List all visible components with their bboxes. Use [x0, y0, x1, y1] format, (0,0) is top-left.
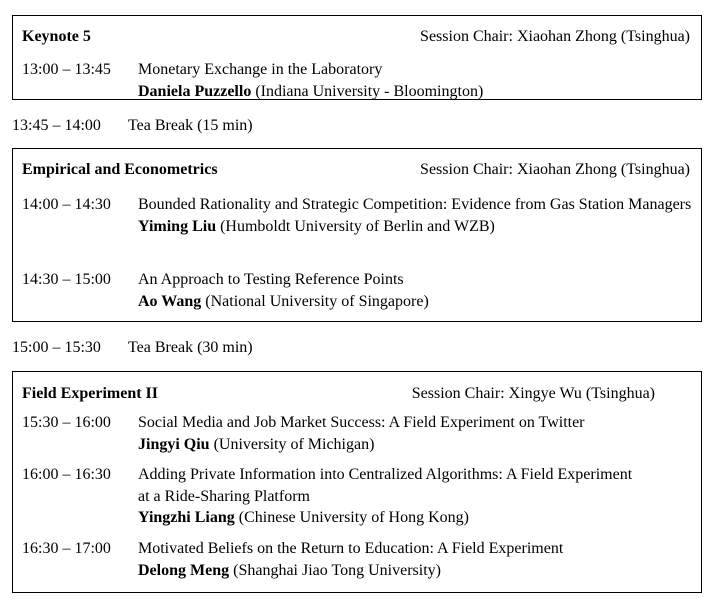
talk-details: [138, 194, 695, 237]
talk-title: Social Media and Job Market Success: A Field Experiment on Twitter: [138, 414, 585, 431]
session-header: [22, 27, 692, 47]
talk-title: Monetary Exchange in the Laboratory: [138, 61, 383, 78]
talk-speaker-line: [138, 507, 641, 529]
talk-details: [138, 464, 641, 529]
speaker-name: Delong Meng: [138, 561, 230, 579]
speaker-name: Ao Wang: [138, 292, 202, 310]
talk-title: Adding Private Information into Centralized Algorithms: A Field Experiment at a Ride-Sharing Platform: [138, 466, 633, 505]
talk-time: 14:30 – 15:00: [22, 271, 111, 288]
talk-details: [138, 59, 695, 102]
talk-time: 15:30 – 16:00: [22, 414, 111, 431]
tea-break: [12, 116, 253, 136]
talk-time: 16:30 – 17:00: [22, 540, 111, 557]
session-chair: Session Chair: Xingye Wu (Tsinghua): [411, 385, 655, 402]
talk-speaker-line: [138, 81, 695, 103]
speaker-name: Yiming Liu: [138, 217, 217, 235]
talk-time: 13:00 – 13:45: [22, 61, 111, 78]
session-keynote-5: [12, 15, 702, 100]
talk-speaker-line: [138, 434, 695, 456]
session-chair: Session Chair: Xiaohan Zhong (Tsinghua): [420, 161, 690, 178]
break-time: 15:00 – 15:30: [12, 339, 101, 356]
speaker-affiliation: (Shanghai Jiao Tong University): [233, 561, 441, 579]
tea-break: [12, 338, 253, 358]
speaker-name: Daniela Puzzello: [138, 82, 252, 100]
session-header: [22, 384, 692, 404]
talk-details: [138, 538, 695, 581]
talk-title: Motivated Beliefs on the Return to Education: A Field Experiment: [138, 540, 564, 557]
speaker-affiliation: (Chinese University of Hong Kong): [238, 509, 469, 526]
speaker-affiliation: (Indiana University - Bloomington): [255, 82, 484, 100]
session-empirical-and-econometrics: [12, 148, 702, 322]
session-header: [22, 160, 692, 180]
talk-title: Bounded Rationality and Strategic Competition: Evidence from Gas Station Managers: [138, 196, 692, 213]
session-field-experiment-ii: [12, 371, 702, 593]
speaker-affiliation: (Humboldt University of Berlin and WZB): [220, 217, 495, 235]
speaker-affiliation: (University of Michigan): [213, 435, 375, 453]
break-label: Tea Break (15 min): [128, 117, 253, 134]
session-chair: Session Chair: Xiaohan Zhong (Tsinghua): [420, 28, 690, 45]
session-title: Field Experiment II: [22, 385, 158, 402]
talk-time: 14:00 – 14:30: [22, 196, 111, 213]
talk-speaker-line: [138, 291, 695, 313]
talk-speaker-line: [138, 216, 695, 238]
break-label: Tea Break (30 min): [128, 339, 253, 356]
talk-speaker-line: [138, 560, 695, 582]
talk-details: [138, 269, 695, 312]
speaker-name: Jingyi Qiu: [138, 435, 210, 453]
talk-title: An Approach to Testing Reference Points: [138, 271, 404, 288]
speaker-name: Yingzhi Liang: [138, 509, 235, 526]
break-time: 13:45 – 14:00: [12, 117, 101, 134]
talk-details: [138, 412, 695, 455]
speaker-affiliation: (National University of Singapore): [205, 292, 429, 310]
session-title: Keynote 5: [22, 28, 91, 45]
talk-time: 16:00 – 16:30: [22, 466, 111, 483]
session-title: Empirical and Econometrics: [22, 161, 218, 178]
